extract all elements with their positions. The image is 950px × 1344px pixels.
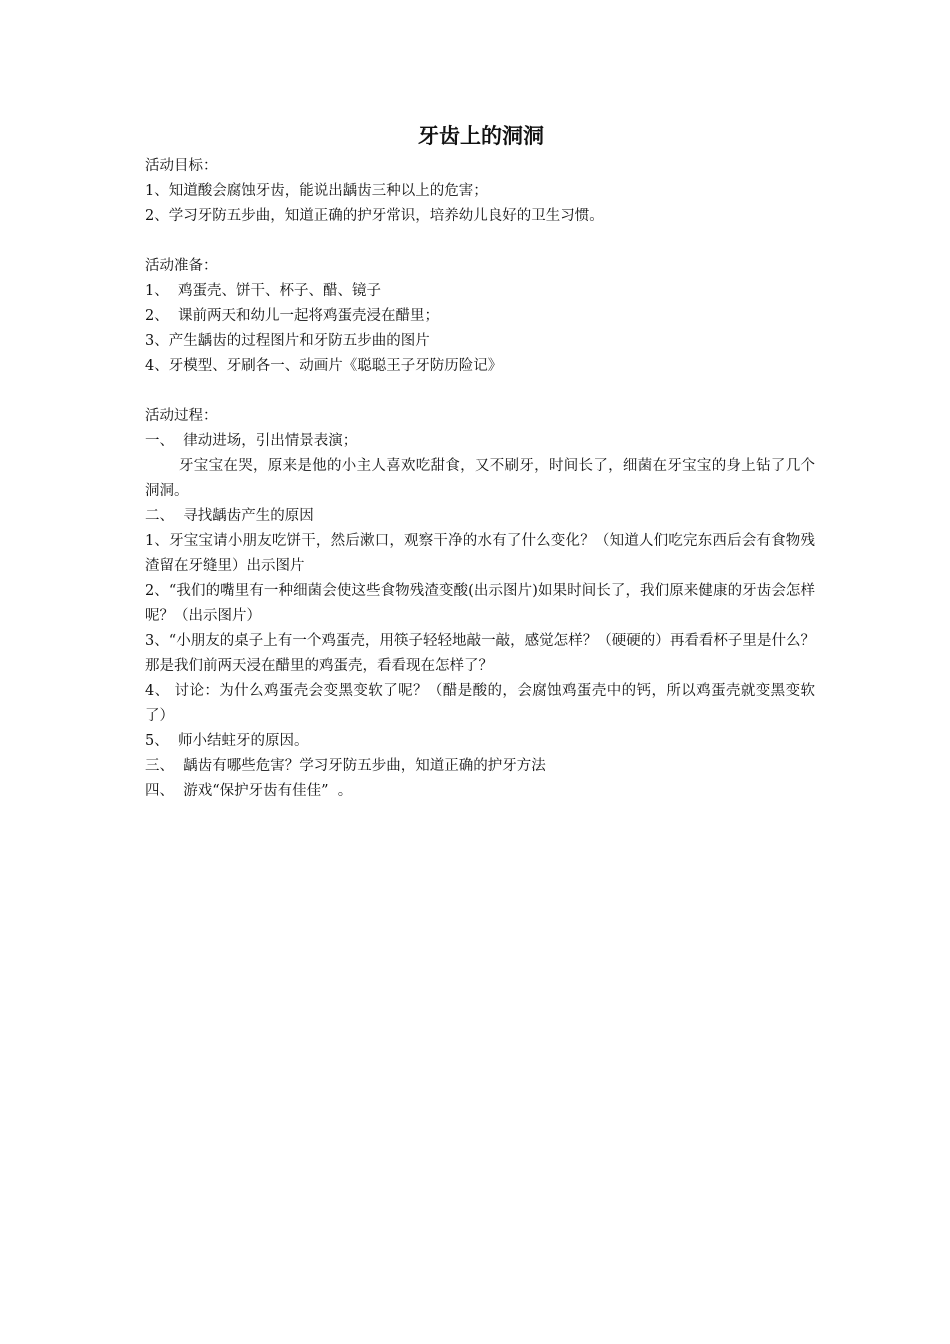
process-step-2: 二、 寻找龋齿产生的原因	[145, 508, 314, 524]
process-step-4: 四、 游戏“保护牙齿有佳佳” 。	[145, 783, 353, 799]
goal-item: 2、学习牙防五步曲，知道正确的护牙常识，培养幼儿良好的卫生习惯。	[145, 208, 604, 224]
goal-item: 1、知道酸会腐蚀牙齿，能说出龋齿三种以上的危害；	[145, 183, 488, 199]
process-step-1: 一、 律动进场，引出情景表演；	[145, 433, 358, 449]
prep-item: 3、产生龋齿的过程图片和牙防五步曲的图片	[145, 333, 430, 349]
goals-heading: 活动目标：	[145, 158, 218, 174]
process-heading: 活动过程：	[145, 408, 218, 424]
process-step-2-item: 4、 讨论：为什么鸡蛋壳会变黑变软了呢？（醋是酸的，会腐蚀鸡蛋壳中的钙，所以鸡蛋壳就变黑变软了）	[145, 683, 815, 724]
process-step-2-item: 3、“小朋友的桌子上有一个鸡蛋壳，用筷子轻轻地敲一敲，感觉怎样？（硬硬的）再看看杯子里是什么？那是我们前两天浸在醋里的鸡蛋壳，看看现在怎样了？	[145, 633, 815, 674]
spacer	[145, 229, 815, 254]
prep-heading: 活动准备：	[145, 258, 218, 274]
process-step-2-item: 1、牙宝宝请小朋友吃饼干，然后漱口，观察干净的水有了什么变化？（知道人们吃完东西后会有食物残渣留在牙缝里）出示图片	[145, 533, 815, 574]
prep-item: 2、 课前两天和幼儿一起将鸡蛋壳浸在醋里；	[145, 308, 439, 324]
spacer	[145, 379, 815, 404]
page-title: 牙齿上的洞洞	[418, 123, 544, 148]
process-step-3: 三、 龋齿有哪些危害？学习牙防五步曲，知道正确的护牙方法	[145, 758, 546, 774]
process-step-1-text: 牙宝宝在哭，原来是他的小主人喜欢吃甜食，又不刷牙，时间长了，细菌在牙宝宝的身上钻了几个洞洞。	[145, 458, 815, 499]
prep-item: 1、 鸡蛋壳、饼干、杯子、醋、镜子	[145, 283, 381, 299]
process-step-2-item: 5、 师小结蛀牙的原因。	[145, 733, 309, 749]
document-page	[145, 120, 815, 804]
prep-item: 4、牙模型、牙刷各一、动画片《聪聪王子牙防历险记》	[145, 358, 503, 374]
process-step-2-item: 2、“我们的嘴里有一种细菌会使这些食物残渣变酸(出示图片)如果时间长了，我们原来健康的牙齿会怎样呢？（出示图片）	[145, 583, 815, 624]
